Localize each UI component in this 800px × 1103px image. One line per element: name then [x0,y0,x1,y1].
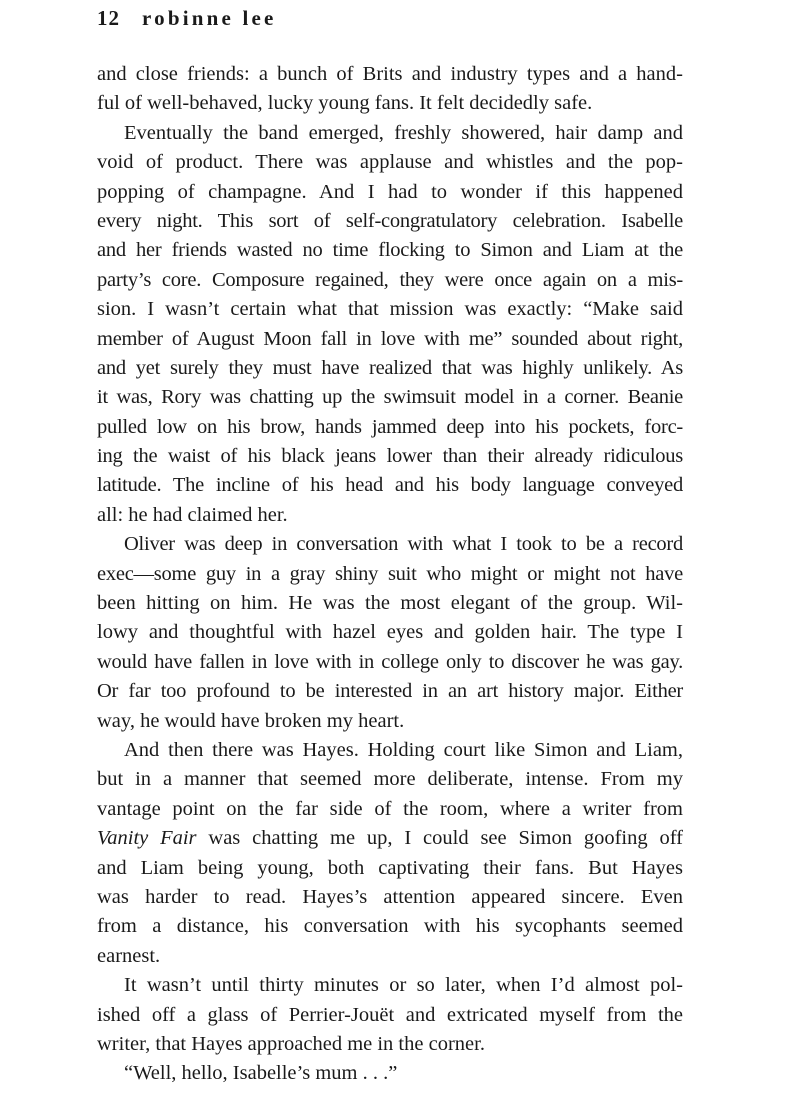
text-line [97,383,683,412]
text-line [97,824,683,853]
text-line [97,618,683,647]
line-text: popping of champagne. And I had to wonder if this happened [97,180,683,203]
text-line [97,178,683,207]
text-line [97,942,683,971]
line-text: void of product. There was applause and whistles and the pop- [97,151,683,174]
text-line [97,707,683,736]
text-line [97,207,683,236]
text-line [97,530,683,559]
text-line [97,295,683,324]
line-text: it was, Rory was chatting up the swimsuit model in a corner. Beanie [97,386,683,409]
line-text: would have fallen in love with in college only to discover he was gay. [97,650,683,673]
text-line [97,119,683,148]
line-text: Oliver was deep in conversation with what I took to be a record [124,533,683,556]
line-text: pulled low on his brow, hands jammed deep into his pockets, forc- [97,415,683,438]
line-text: latitude. The incline of his head and his body language conveyed [97,474,683,497]
text-line [97,795,683,824]
text-line [97,413,683,442]
running-head-author: robinne lee [142,6,277,30]
text-line [97,765,683,794]
text-line [97,912,683,941]
line-text: way, he would have broken my heart. [97,709,405,732]
line-text: and yet surely they must have realized that was highly unlikely. As [97,356,683,379]
text-line [97,325,683,354]
text-line [97,971,683,1000]
line-text: all: he had claimed her. [97,503,288,526]
text-line [97,589,683,618]
text-line [97,677,683,706]
line-text: earnest. [97,944,161,967]
running-header [97,6,277,30]
text-line [97,1030,683,1059]
line-text: writer, that Hayes approached me in the corner. [97,1032,485,1055]
text-line [97,89,683,118]
line-text: sion. I wasn’t certain what that mission was exactly: “Make said [97,298,683,321]
text-line [97,236,683,265]
text-line [97,1059,683,1088]
text-line [97,736,683,765]
line-text-continued: was chatting me up, I could see Simon goofing off [196,827,684,850]
line-text: but in a manner that seemed more deliberate, intense. From my [97,768,683,791]
text-line [97,1001,683,1030]
line-text: And then there was Hayes. Holding court like Simon and Liam, [124,738,683,761]
text-line [97,501,683,530]
line-text: ing the waist of his black jeans lower than their already ridiculous [97,445,683,468]
line-text: ful of well-behaved, lucky young fans. It felt decidedly safe. [97,92,593,115]
line-text: Or far too profound to be interested in an art history major. Either [97,680,683,703]
line-text: been hitting on him. He was the most elegant of the group. Wil- [97,592,683,615]
italic-title: Vanity Fair [97,827,197,850]
line-text: was harder to read. Hayes’s attention appeared sincere. Even [97,885,683,908]
line-text: and Liam being young, both captivating their fans. But Hayes [97,856,683,879]
page-number: 12 [97,6,120,30]
line-text: lowy and thoughtful with hazel eyes and golden hair. The type I [97,621,683,644]
text-line [97,560,683,589]
line-text: every night. This sort of self-congratulatory celebration. Isabelle [97,209,683,232]
line-text: member of August Moon fall in love with me” sounded about right, [97,327,683,350]
body-text [97,60,683,1089]
line-text: vantage point on the far side of the room, where a writer from [97,797,683,820]
text-line [97,471,683,500]
line-text: “Well, hello, Isabelle’s mum . . .” [124,1062,398,1085]
line-text: from a distance, his conversation with his sycophants seemed [97,915,683,938]
line-text: and her friends wasted no time flocking to Simon and Liam at the [97,239,683,262]
line-text: and close friends: a bunch of Brits and industry types and a hand- [97,63,683,85]
text-line [97,266,683,295]
line-text: Eventually the band emerged, freshly showered, hair damp and [124,121,683,144]
line-text: ished off a glass of Perrier-Jouët and extricated myself from the [97,1003,683,1026]
line-text: It wasn’t until thirty minutes or so later, when I’d almost pol- [124,974,683,997]
text-line [97,648,683,677]
text-line [97,354,683,383]
text-line [97,854,683,883]
text-line [97,60,683,89]
text-line [97,442,683,471]
text-line [97,148,683,177]
line-text: exec—some guy in a gray shiny suit who might or might not have [97,562,683,585]
text-line [97,883,683,912]
line-text: party’s core. Composure regained, they were once again on a mis- [97,268,683,291]
